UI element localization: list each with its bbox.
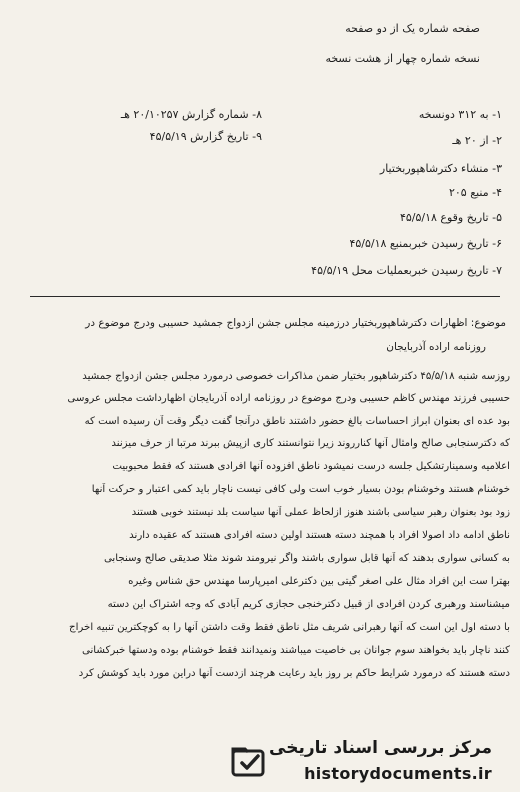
body-line: روزسه شنبه ۴۵/۵/۱۸ دکترشاهپور بختیار ضمن مذاکرات خصوصی درمورد مجلس جشن ازدواج جمشید	[82, 371, 510, 382]
meta-line-received-ops: ۷- تاریخ رسیدن خبربعملیات محل ۴۵/۵/۱۹	[311, 264, 502, 277]
body-line: خوشنام هستند وخوشنام بودن بسیار خوب است ولی کافی نیست ناچار باید کمی اعتبار و حرکت آنها	[91, 484, 510, 495]
body-line: اعلامیه وسمینارتشکیل جلسه درست نمیشود ناطق افزوده آنها افرادی هستند که فقط محبوبیت	[112, 461, 510, 472]
copy-number-line: نسخه شماره چهار از هشت نسخه	[325, 52, 480, 65]
meta-line-origin: ۳- منشاء دکترشاهپوربختیار	[379, 162, 502, 175]
body-line: کنند ناچار باید بخواهند سوم جوانان بی خاصیت میباشند ونمیدانند فقط خوشنام بوده ودستها خبرکشانی	[81, 645, 510, 656]
meta-line-event-date: ۵- تاریخ وقوع ۴۵/۵/۱۸	[399, 211, 502, 224]
body-line: زود بود بعنوان رهبر سیاسی باشند هنوز ازلحاظ عملی آنها سیاست بلد نیستند خوبی هستند	[131, 507, 510, 518]
folder-check-icon	[230, 742, 270, 782]
meta-line-from: ۲- از ۲۰ هـ	[452, 134, 502, 147]
meta-line-to: ۱- به ۳۱۲ دونسخه	[418, 108, 502, 121]
body-line: ناطق ادامه داد اصولا افراد با همچند دسته هستند اولین دسته افرادی هستند که عقیده دارند	[129, 530, 510, 541]
body-line: میشناسند ورهبری کردن افرادی از قبیل دکترخنجی حجازی کریم آبادی که وجه اشتراک این دسته	[107, 599, 510, 610]
watermark-url: historydocuments.ir	[304, 764, 492, 783]
meta-line-received-source: ۶- تاریخ رسیدن خبربمنبع ۴۵/۵/۱۸	[349, 237, 502, 250]
header-divider	[30, 296, 500, 297]
subject-line-1: موضوع: اظهارات دکترشاهپوربختیار درزمینه مجلس جشن ازدواج جمشید حسیبی ودرج موضوع در	[85, 317, 506, 329]
archive-watermark	[230, 736, 520, 792]
body-line: با دسته اول این است که آنها رهبرانی شریف مثل ناطق فقط وقت داشتن آنها را به کوچکترین تنبیه اخراج	[69, 622, 510, 633]
subject-line-2: روزنامه اراده آذربایجان	[386, 341, 486, 353]
meta-line-source: ۴- منبع ۲۰۵	[448, 186, 502, 199]
report-date: ۹- تاریخ گزارش ۴۵/۵/۱۹	[149, 130, 262, 143]
body-line: به کسانی سواری بدهند که آنها قابل سواری باشند واگر نیرومند شوند مثلا صدیقی صالح وسنجابی	[103, 553, 510, 564]
watermark-title: مرکز بررسی اسناد تاریخی	[269, 738, 492, 758]
body-line: حسیبی فرزند مهندس کاظم حسیبی ودرج موضوع در روزنامه اراده آذربایجان اظهارداشت مجلس عروسی	[67, 393, 510, 404]
body-line: بود عده ای بعنوان ابراز احساسات بالغ حضور داشتند ناطق درآنجا گفت دیگر وقت آن رسیده است که	[84, 416, 510, 427]
report-number: ۸- شماره گزارش ۲۰/۱۰۲۵۷ هـ	[120, 108, 262, 121]
body-line: که دکترسنجابی صالح وامثال آنها کنارروند زیرا نتوانستند کاری ازپیش ببرند مرتبا از حرف میزنند	[111, 438, 510, 449]
body-line: دسته هستند که درمورد شرایط حاکم بر روز باید رعایت هرچند ازدست آنها دراین مورد باید کوشش کرد	[78, 668, 510, 679]
page-number-line: صفحه شماره یک از دو صفحه	[345, 22, 480, 35]
body-line: بهترا ست این افراد مثال علی اصغر گیتی بین دکترعلی امیرپارسا مهندس حق شناس وغیره	[128, 576, 510, 587]
